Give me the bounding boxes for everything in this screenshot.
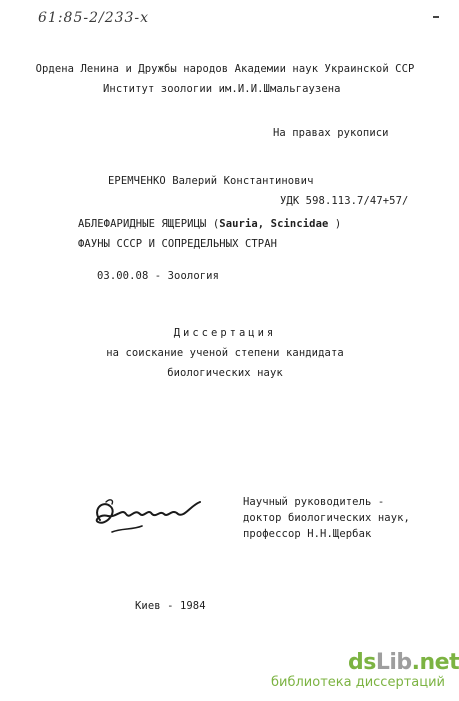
rights-note: На правах рукописи — [273, 127, 389, 139]
watermark-subtitle: библиотека диссертаций — [271, 675, 445, 690]
watermark-ds: ds — [348, 650, 376, 675]
degree-line-2: на соискание ученой степени кандидата — [106, 347, 344, 359]
watermark-net: .net — [411, 650, 459, 675]
institute-line: Институт зоологии им.И.И.Шмальгаузена — [103, 83, 341, 95]
supervisor-line-2: доктор биологических наук, — [243, 512, 410, 524]
supervisor-line-3: профессор Н.Н.Щербак — [243, 528, 372, 540]
author-name: ЕРЕМЧЕНКО Валерий Константинович — [108, 175, 314, 187]
title-prefix: АБЛЕФАРИДНЫЕ ЯЩЕРИЦЫ ( — [78, 218, 220, 230]
title-line-1 — [78, 218, 341, 230]
degree-line-3: биологических наук — [167, 367, 283, 379]
title-latin: Sauria, Scincidae — [219, 218, 329, 230]
udc-code: УДК 598.113.7/47+57/ — [280, 195, 409, 207]
watermark-logo — [348, 650, 459, 675]
corner-mark — [433, 16, 439, 18]
place-year: Киев - 1984 — [135, 600, 206, 612]
archive-mark: 61:85-2/233-x — [38, 10, 150, 26]
degree-line-1: Диссертация — [173, 327, 277, 339]
title-suffix: ) — [328, 218, 342, 230]
org-line: Ордена Ленина и Дружбы народов Академии наук Украинской ССР — [35, 63, 415, 75]
author-signature — [88, 492, 213, 537]
title-line-2: ФАУНЫ СССР И СОПРЕДЕЛЬНЫХ СТРАН — [78, 238, 278, 250]
watermark-lib: Lib — [375, 650, 412, 675]
supervisor-line-1: Научный руководитель - — [243, 496, 385, 508]
specialty: 03.00.08 - Зоология — [97, 270, 220, 282]
